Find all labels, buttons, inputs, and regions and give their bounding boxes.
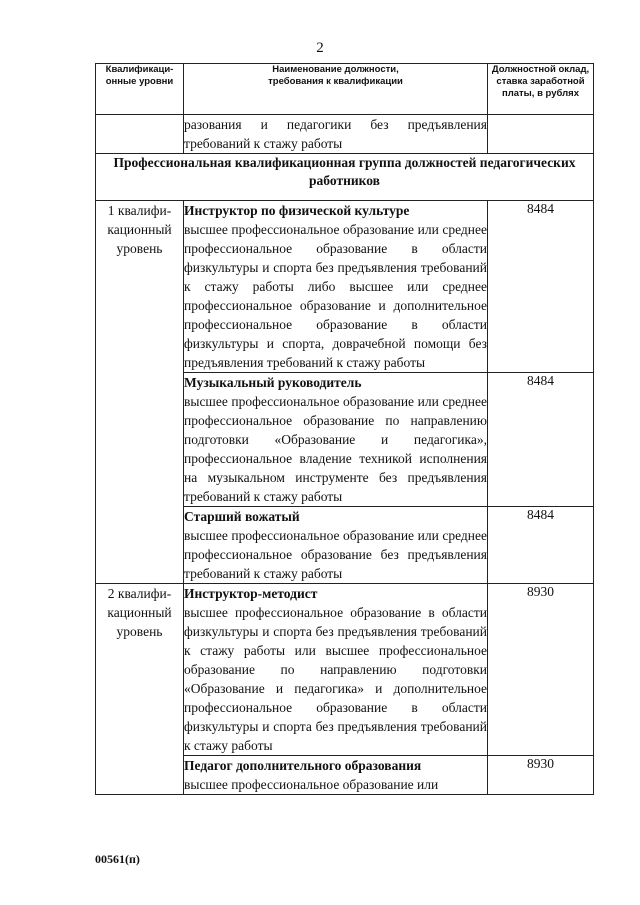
header-levels — [96, 64, 184, 115]
position-title: Педагог дополнительного образования — [184, 758, 422, 773]
level-1-label: 1 квалифи- кационный уровень — [96, 201, 184, 584]
position-title: Инструктор-методист — [184, 586, 318, 601]
group-title-row — [96, 154, 594, 201]
position-cell — [184, 507, 488, 584]
position-cell — [184, 373, 488, 507]
position-cell — [184, 201, 488, 373]
salary-value: 8484 — [488, 201, 594, 373]
header-salary — [488, 64, 594, 115]
position-description: высшее профессиональное образование или среднее профессиональное образование по направлению подготовки «Образование и педагогика», профессиональное владение техникой исполнения на музыкальном инструменте без предъявления требований к стажу работы — [184, 394, 487, 504]
header-position-text: Наименование должности, требования к квалификации — [268, 64, 403, 87]
header-position — [184, 64, 488, 115]
position-description: высшее профессиональное образование в области физкультуры и спорта без предъявления требований к стажу работы или высшее профессиональное образование по направлению подготовки «Образование и педагогика» и дополнительное профессиональное образование в области физкультуры и спорта без предъявления требований к стажу работы — [184, 605, 487, 753]
table-row — [96, 584, 594, 756]
table-row — [96, 201, 594, 373]
qualification-table — [95, 63, 594, 795]
position-title: Музыкальный руководитель — [184, 375, 362, 390]
header-levels-text: Квалификаци- онные уровни — [105, 64, 174, 87]
position-cell — [184, 584, 488, 756]
salary-value: 8930 — [488, 584, 594, 756]
header-salary-text: Должностной оклад, ставка заработной платы, в рублях — [491, 64, 590, 99]
continuation-level-cell — [96, 115, 184, 154]
table-header-row — [96, 64, 594, 115]
continuation-text: разования и педагогики без предъявления требований к стажу работы — [184, 115, 488, 154]
level-2-label: 2 квалифи- кационный уровень — [96, 584, 184, 795]
salary-value: 8484 — [488, 507, 594, 584]
document-code: 00561(п) — [95, 852, 140, 866]
position-cell — [184, 756, 488, 795]
position-description: высшее профессиональное образование или — [184, 777, 439, 792]
position-description: высшее профессиональное образование или среднее профессиональное образование без предъявления требований к стажу работы — [184, 528, 487, 581]
salary-value: 8930 — [488, 756, 594, 795]
continuation-row — [96, 115, 594, 154]
group-title: Профессиональная квалификационная группа должностей педагогических работников — [96, 154, 594, 201]
page-number: 2 — [316, 40, 324, 56]
position-title: Инструктор по физической культуре — [184, 203, 410, 218]
continuation-salary-cell — [488, 115, 594, 154]
salary-value: 8484 — [488, 373, 594, 507]
position-title: Старший вожатый — [184, 509, 300, 524]
position-description: высшее профессиональное образование или среднее профессиональное образование в области физкультуры и спорта без предъявления требований к стажу работы либо высшее или среднее профессиональное образование и дополнительное профессиональное образование в области физкультуры и спорта, доврачебной помощи без предъявления требований к стажу работы — [184, 222, 487, 370]
